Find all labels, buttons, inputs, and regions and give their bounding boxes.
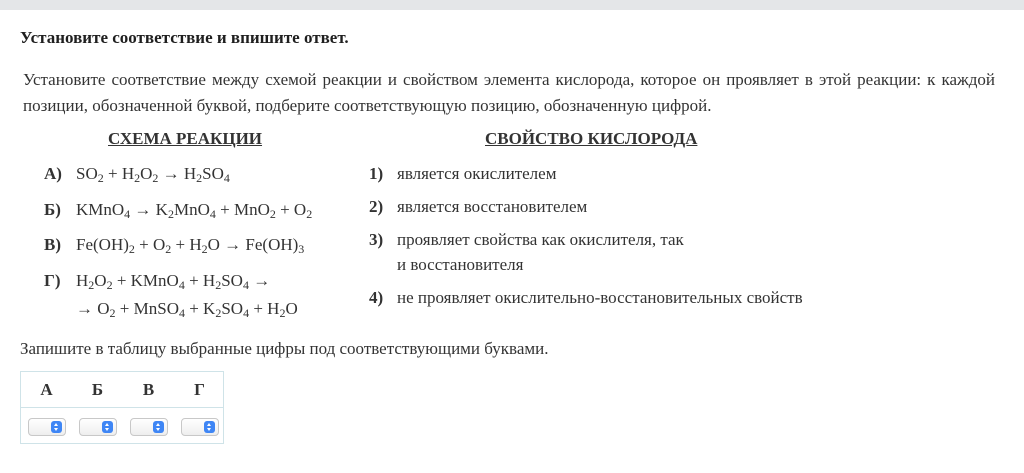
instruction-text: Запишите в таблицу выбранные цифры под соответствующими буквами. — [20, 339, 549, 358]
up-down-arrows-icon — [204, 421, 215, 433]
answer-select-a[interactable] — [28, 418, 66, 436]
reaction-formula-b: KMnO$_4$ → $K_2MnO_4 + MnO_2 + O_2$ — [76, 200, 313, 221]
property-text-4: не проявляет окислительно-восстановительных свойств — [397, 288, 803, 307]
property-text-3-line2: и восстановителя — [397, 255, 524, 274]
reaction-formula-d-line2: → $O_2$ + MnSO$_4$ + $K_2SO_4 + H_2O$ — [76, 299, 298, 320]
answer-table — [20, 371, 224, 444]
reaction-label-c: В) — [44, 235, 61, 254]
reaction-formula-a: $SO_2 + H_2O_2 \to H_2SO_4$ — [76, 164, 230, 185]
reaction-label-b: Б) — [44, 200, 61, 219]
answer-select-d[interactable] — [181, 418, 219, 436]
up-down-arrows-icon — [102, 421, 113, 433]
property-label-4: 4) — [369, 288, 384, 307]
column-header-reactions: СХЕМА РЕАКЦИИ — [108, 129, 263, 148]
answer-header-b: Б — [91, 380, 104, 399]
answer-select-c[interactable] — [130, 418, 168, 436]
answer-header-d: Г — [194, 380, 205, 399]
answer-table-header — [21, 372, 223, 408]
answer-select-b[interactable] — [79, 418, 117, 436]
task-heading: Установите соответствие и впишите ответ. — [20, 28, 349, 47]
up-down-arrows-icon — [153, 421, 164, 433]
reaction-label-d: Г) — [44, 271, 61, 290]
property-text-1: является окислителем — [397, 164, 557, 183]
property-text-3-line1: проявляет свойства как окислителя, так — [397, 230, 684, 249]
reaction-label-a: А) — [44, 164, 62, 183]
answer-header-a: А — [40, 380, 53, 399]
answer-header-c: В — [142, 380, 155, 399]
reaction-formula-d-line1: $H_2O_2$ + KMnO$_4$ + $H_2SO_4$ → — [76, 271, 271, 292]
top-bar — [0, 0, 1024, 10]
property-label-3: 3) — [369, 230, 384, 249]
reaction-formula-c: $Fe(OH)_2 + O_2 + H_2O \to Fe(OH)_3$ — [76, 235, 305, 256]
property-label-1: 1) — [369, 164, 384, 183]
column-header-properties: СВОЙСТВО КИСЛОРОДА — [485, 129, 698, 148]
property-label-2: 2) — [369, 197, 384, 216]
property-text-2: является восстановителем — [397, 197, 588, 216]
up-down-arrows-icon — [51, 421, 62, 433]
question-text: Установите соответствие между схемой реакции и свойством элемента кислорода, которое он проявляет в этой реакции: к каждой позиции, обозначенной буквой, подберите соответствующую позицию, обозначенную цифрой. — [23, 70, 995, 115]
